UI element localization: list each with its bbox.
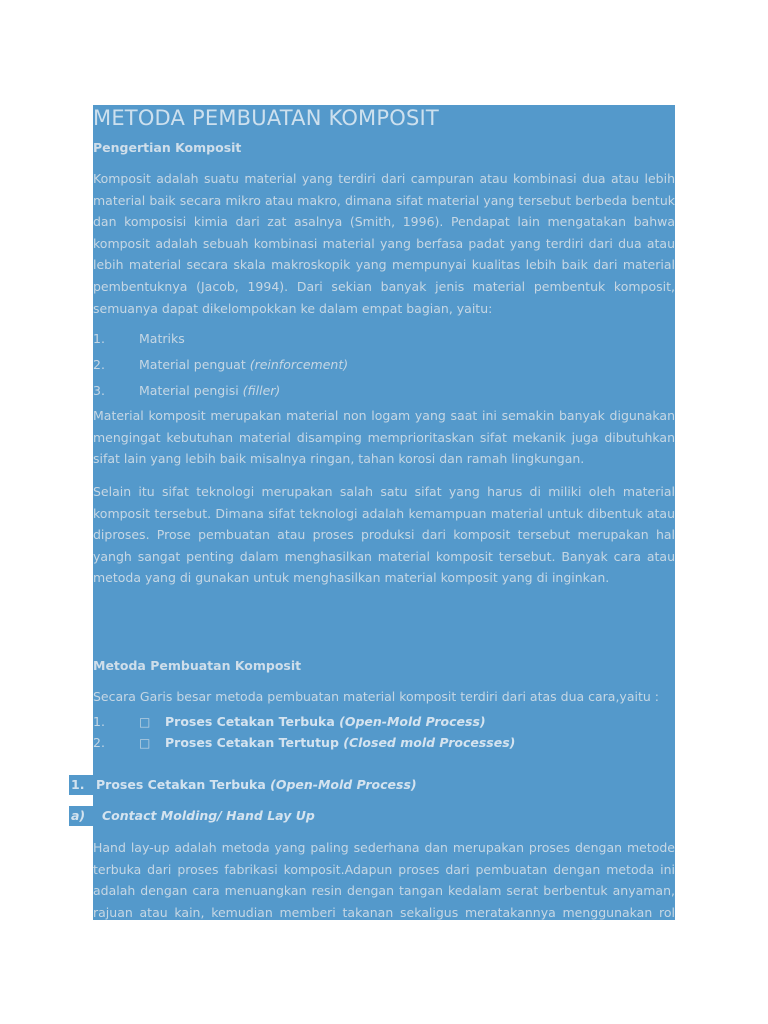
checkbox-icon: □ <box>139 736 151 750</box>
section-heading-pengertian: Pengertian Komposit <box>93 140 242 155</box>
paragraph-material: Material komposit merupakan material non logam yang saat ini semakin banyak digunakan mengingat kebutuhan material disamping memprioritaskan sifat mekanik juga dibutuhkan sifat lain yang lebih baik misalnya ringan, tahan korosi dan ramah lingkungan. <box>93 408 675 467</box>
paragraph-hand-lay-up: Hand lay-up adalah metoda yang paling sederhana dan merupakan proses dengan metode terbuka dari proses fabrikasi komposit.Adapun proses dari pembuatan dengan metoda ini adalah dengan cara menuangkan resin dengan tangan kedalam serat berbentuk anyaman, rajuan atau kain, kemudian memberi takanan sekaligus meratakannya menggunakan rol <box>93 840 675 920</box>
section-heading-open-mold: 1. Proses Cetakan Terbuka (Open-Mold Process) <box>71 777 417 792</box>
paragraph-methods-intro: Secara Garis besar metoda pembuatan material komposit terdiri dari atas dua cara,yaitu : <box>93 689 659 704</box>
page-title: METODA PEMBUATAN KOMPOSIT <box>93 106 439 130</box>
checkbox-icon: □ <box>139 715 151 729</box>
list-item: 2. Material penguat (reinforcement) <box>93 357 349 372</box>
paragraph-technology: Selain itu sifat teknologi merupakan salah satu sifat yang harus di miliki oleh material komposit tersebut. Dimana sifat teknologi adalah kemampuan material untuk dibentuk atau diproses. Prose pembuatan atau proses produksi dari komposit tersebut merupakan hal yangh sangat penting dalam menghasilkan material komposit tersebut. Banyak cara atau metoda yang di gunakan untuk menghasilkan material komposit yang di inginkan. <box>93 484 675 586</box>
list-item: 3. Material pengisi (filler) <box>93 383 281 398</box>
list-item: 2. □ Proses Cetakan Tertutup (Closed mold Processes) <box>93 735 516 750</box>
section-heading-metoda: Metoda Pembuatan Komposit <box>93 658 302 673</box>
paragraph-definition: Komposit adalah suatu material yang terdiri dari campuran atau kombinasi dua atau lebih material baik secara mikro atau makro, dimana sifat material yang tersebut berbeda bentuk dan komposisi kimia dari zat asalnya (Smith, 1996). Pendapat lain mengatakan bahwa komposit adalah sebuah kombinasi material yang berfasa padat yang terdiri dari dua atau lebih material secara skala makroskopik yang mempunyai kualitas lebih baik dari material pembentuknya (Jacob, 1994). Dari sekian banyak jenis material pembentuk komposit, semuanya dapat dikelompokkan ke dalam empat bagian, yaitu: <box>93 171 675 316</box>
list-item: 1. □ Proses Cetakan Terbuka (Open-Mold Process) <box>93 714 486 729</box>
list-item: 1. Matriks <box>93 331 185 346</box>
subsection-heading-hand-lay-up: a) Contact Molding/ Hand Lay Up <box>71 808 315 823</box>
